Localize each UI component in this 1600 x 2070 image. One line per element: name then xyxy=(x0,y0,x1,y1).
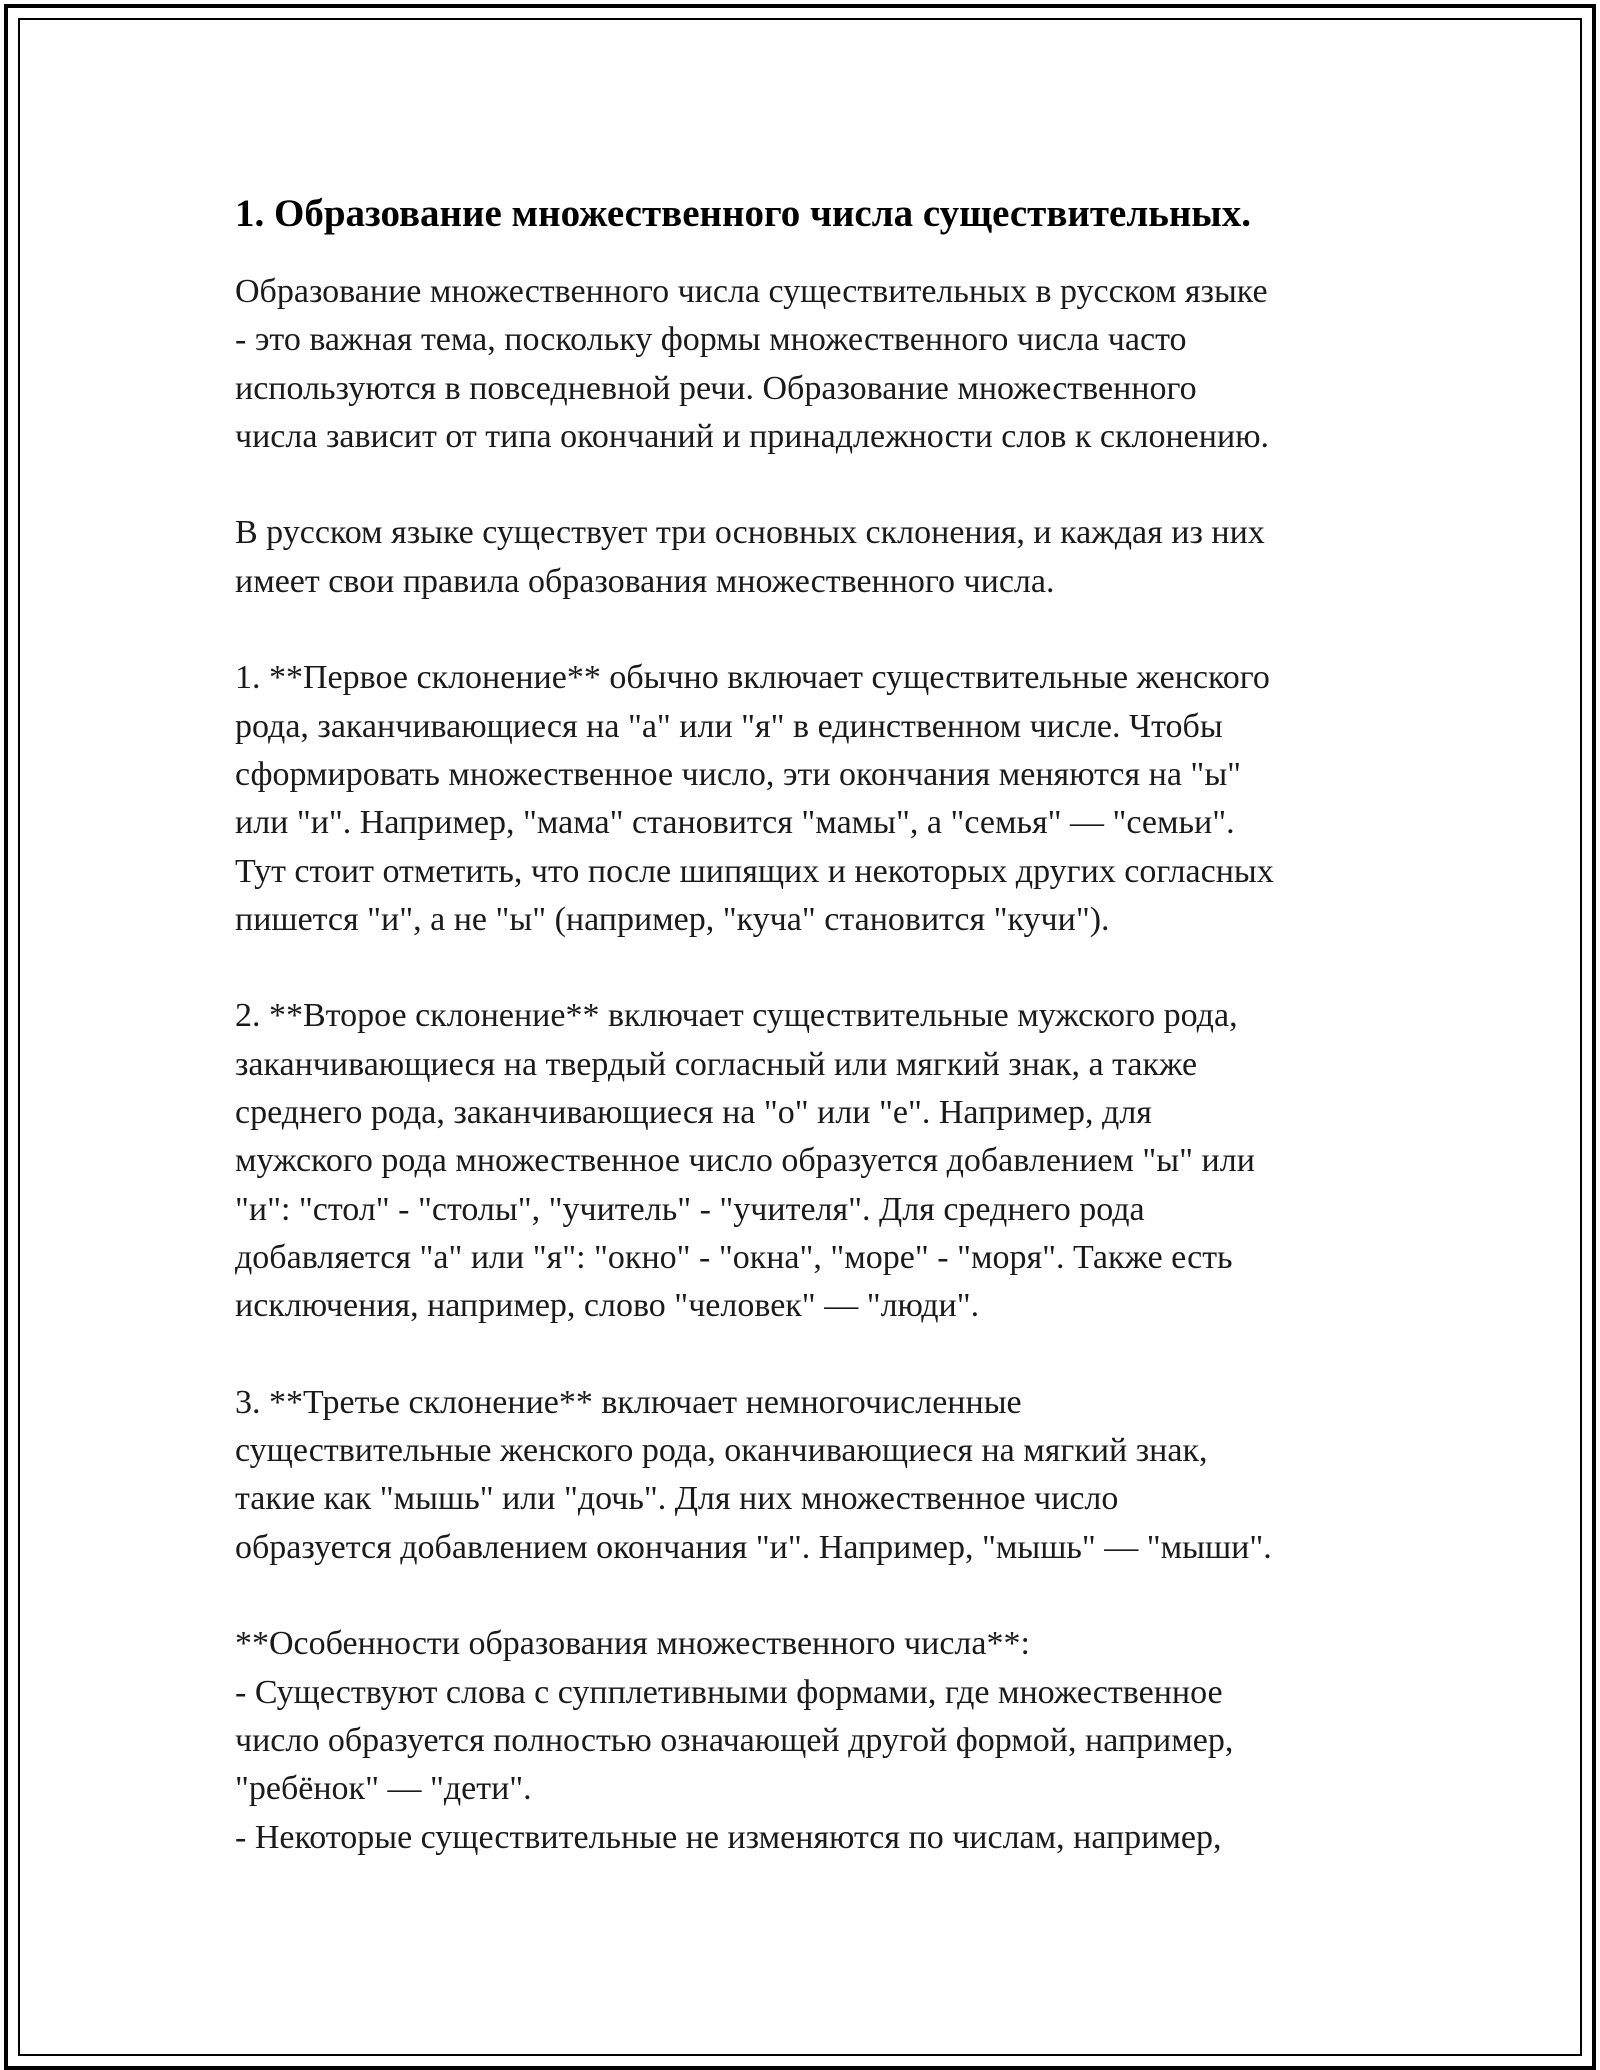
document-title: 1. Образование множественного числа существительных. xyxy=(235,192,1251,235)
paragraph-gap xyxy=(235,944,1385,992)
paragraph-second-declension: 2. **Второе склонение** включает существительные мужского рода, заканчивающиеся на твердый согласный или мягкий знак, а также среднего рода, заканчивающиеся на "о" или "е". Например, для мужского рода множественное число образуется добавлением "ы" или "и": "стол" - "столы", "учитель" - "учителя". Для среднего рода добавляется "а" или "я": "окно" - "окна", "море" - "моря". Также есть исключения, например, слово "человек" — "люди". xyxy=(235,997,1255,1325)
document-body xyxy=(235,188,1385,1862)
paragraph-intro: Образование множественного числа существительных в русском языке - это важная тема, поскольку формы множественного числа часто используются в повседневной речи. Образование множественного числа зависит от типа окончаний и принадлежности слов к склонению. xyxy=(235,273,1270,455)
paragraph-gap xyxy=(235,461,1385,509)
paragraph-plural-features: **Особенности образования множественного числа**: - Существуют слова с супплетивными формами, где множественное число образуется полностью означающей другой формой, например, "ребёнок" — "дети". - Некоторые существительные не изменяются по числам, например, xyxy=(235,1625,1234,1856)
paragraph-gap xyxy=(235,606,1385,654)
paragraph-gap xyxy=(235,1331,1385,1379)
paragraph-declensions-overview: В русском языке существует три основных склонения, и каждая из них имеет свои правила образования множественного числа. xyxy=(235,514,1265,600)
paragraph-first-declension: 1. **Первое склонение** обычно включает существительные женского рода, заканчивающиеся на "а" или "я" в единственном числе. Чтобы сформировать множественное число, эти окончания меняются на "ы" или "и". Например, "мама" становится "мамы", а "семья" — "семьи". Тут стоит отметить, что после шипящих и некоторых других согласных пишется "и", а не "ы" (например, "куча" становится "кучи"). xyxy=(235,659,1274,938)
paragraph-gap xyxy=(235,1572,1385,1620)
paragraph-third-declension: 3. **Третье склонение** включает немногочисленные существительные женского рода, оканчивающиеся на мягкий знак, такие как "мышь" или "дочь". Для них множественное число образуется добавлением окончания "и". Например, "мышь" — "мыши". xyxy=(235,1383,1272,1566)
